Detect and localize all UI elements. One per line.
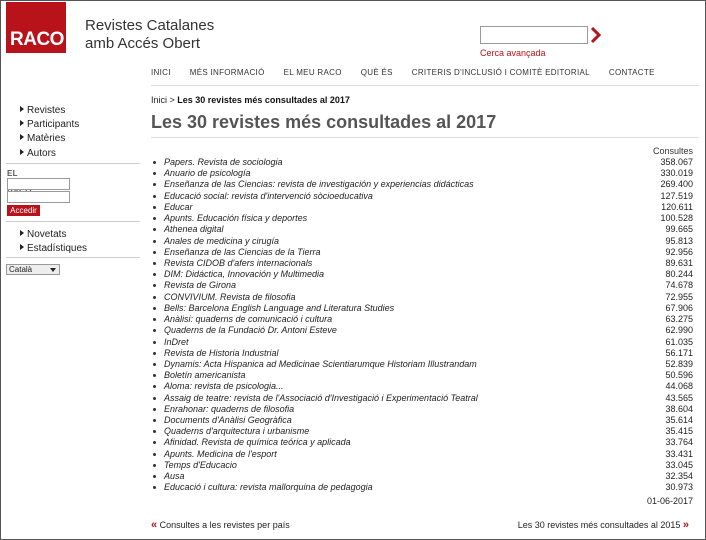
- journal-list: [151, 157, 693, 494]
- topnav-item[interactable]: MÉS INFORMACIÓ: [189, 68, 265, 77]
- prev-page-link[interactable]: [151, 519, 290, 531]
- list-item: [151, 449, 693, 460]
- list-item: [151, 370, 693, 381]
- login-button[interactable]: Accedir: [7, 205, 40, 216]
- journal-name-link[interactable]: Dynamis: Acta Hispanica ad Medicinae Scientiarumque Historiam Illustrandam: [164, 358, 477, 369]
- bullet-icon: [153, 374, 156, 377]
- bullet-icon: [153, 284, 156, 287]
- bullet-icon: [153, 408, 156, 411]
- bullet-icon: [153, 318, 156, 321]
- journal-name-link[interactable]: Anuario de psicología: [164, 168, 251, 179]
- consultes-value: 32.354: [665, 471, 693, 482]
- list-item: [151, 314, 693, 325]
- list-item: [151, 381, 693, 392]
- bullet-icon: [153, 329, 156, 332]
- consultes-value: 30.973: [665, 482, 693, 493]
- consultes-value: 120.611: [661, 201, 693, 212]
- journal-name-link[interactable]: Athenea digital: [164, 224, 224, 235]
- consultes-value: 43.565: [665, 392, 693, 403]
- consultes-value: 33.045: [665, 459, 693, 470]
- top-navigation: [151, 68, 674, 80]
- list-item: [151, 359, 693, 370]
- topnav-divider: [151, 85, 699, 86]
- bullet-icon: [153, 363, 156, 366]
- breadcrumb-current: Les 30 revistes més consultades al 2017: [177, 95, 350, 105]
- topnav-item[interactable]: INICI: [151, 68, 171, 77]
- journal-name-link[interactable]: Anàlisi: quaderns de comunicació i cultura: [164, 314, 333, 325]
- consultes-value: 330.019: [660, 168, 693, 179]
- list-item: [151, 415, 693, 426]
- journal-name-link[interactable]: Afinidad. Revista de química teórica y aplicada: [164, 437, 351, 448]
- list-item: [151, 157, 693, 168]
- sidebar-divider-2: [6, 221, 140, 222]
- journal-name-link[interactable]: InDret: [164, 336, 189, 347]
- bullet-icon: [153, 385, 156, 388]
- consultes-value: 92.956: [665, 246, 693, 257]
- search-chevron-icon[interactable]: [589, 25, 603, 45]
- bullet-icon: [153, 341, 156, 344]
- bullet-icon: [153, 296, 156, 299]
- list-item: [151, 426, 693, 437]
- list-item: [151, 202, 693, 213]
- site-brand: [85, 17, 214, 53]
- consultes-value: 33.431: [665, 448, 693, 459]
- journal-name-link[interactable]: Bells: Barcelona English Language and Literatura Studies: [164, 302, 395, 313]
- journal-name-link[interactable]: Enseñanza de las Ciencias: revista de investigación y experiencias didácticas: [164, 179, 474, 190]
- bullet-icon: [153, 228, 156, 231]
- topnav-item[interactable]: CONTACTE: [608, 68, 655, 77]
- prev-page-label: Consultes a les revistes per país: [159, 520, 290, 530]
- column-header-consultes: Consultes: [652, 146, 693, 156]
- next-page-label: Les 30 revistes més consultades al 2015: [517, 520, 681, 530]
- language-value: Català: [9, 265, 33, 274]
- list-item: [151, 224, 693, 235]
- list-item: [151, 393, 693, 404]
- bullet-icon: [153, 262, 156, 265]
- sidebar-item-novetats[interactable]: Novetats: [20, 229, 66, 240]
- sidebar-item-revistes[interactable]: Revistes: [20, 105, 65, 116]
- sidebar-item-participants[interactable]: Participants: [20, 119, 79, 130]
- list-item: [151, 179, 693, 190]
- page-title: Les 30 revistes més consultades al 2017: [151, 112, 497, 132]
- journal-name-link[interactable]: Revista de Girona: [164, 280, 237, 291]
- bullet-icon: [153, 273, 156, 276]
- consultes-value: 63.275: [665, 314, 693, 325]
- double-chevron-right-icon: »: [682, 519, 689, 531]
- list-item: [151, 269, 693, 280]
- consultes-value: 67.906: [665, 302, 693, 313]
- journal-name-link[interactable]: Papers. Revista de sociologia: [164, 157, 283, 167]
- search-input[interactable]: [480, 26, 588, 44]
- consultes-value: 99.665: [665, 224, 693, 235]
- journal-name-link[interactable]: CONVIVIUM. Revista de filosofia: [164, 291, 296, 302]
- list-item: [151, 337, 693, 348]
- bullet-icon: [153, 183, 156, 186]
- bullet-icon: [153, 161, 156, 164]
- journal-name-link[interactable]: Temps d'Educacio: [164, 459, 237, 470]
- breadcrumb: [151, 95, 350, 105]
- topnav-item[interactable]: EL MEU RACO: [283, 68, 342, 77]
- list-item: [151, 325, 693, 336]
- bullet-icon: [153, 453, 156, 456]
- journal-name-link[interactable]: Ausa: [164, 471, 185, 482]
- bullet-icon: [153, 307, 156, 310]
- consultes-value: 35.614: [665, 415, 693, 426]
- journal-name-link[interactable]: Anales de medicina y cirugía: [164, 235, 280, 246]
- journal-name-link[interactable]: Educar: [164, 201, 193, 212]
- list-item: [151, 213, 693, 224]
- list-item: [151, 404, 693, 415]
- list-item: [151, 168, 693, 179]
- journal-name-link[interactable]: Assaig de teatre: revista de l'Associació d'Investigació i Experimentació Teatral: [164, 392, 478, 403]
- consultes-value: 50.596: [665, 370, 693, 381]
- journal-name-link[interactable]: Revista CIDOB d'afers internacionals: [164, 257, 313, 268]
- raco-logo[interactable]: [6, 2, 66, 53]
- journal-name-link[interactable]: Educació social: revista d'intervenció sòcioeducativa: [164, 190, 373, 201]
- bullet-icon: [153, 352, 156, 355]
- list-item: [151, 191, 693, 202]
- next-page-link[interactable]: [518, 519, 689, 531]
- topnav-item[interactable]: CRITERIS D'INCLUSIÓ I COMITÈ EDITORIAL: [411, 68, 590, 77]
- consultes-value: 80.244: [665, 269, 693, 280]
- journal-name-link[interactable]: Quaderns de la Fundació Dr. Antoni Esteve: [164, 325, 337, 336]
- bullet-icon: [153, 251, 156, 254]
- sidebar-item-estadistiques[interactable]: Estadístiques: [20, 243, 87, 254]
- sidebar-item-materies[interactable]: Matèries: [20, 133, 65, 144]
- list-item: [151, 258, 693, 269]
- list-item: [151, 280, 693, 291]
- brand-line-1: Revistes Catalanes: [85, 17, 215, 34]
- list-item: [151, 437, 693, 448]
- topnav-item[interactable]: QUÈ ÉS: [360, 68, 393, 77]
- logo-text: RACO: [10, 29, 64, 50]
- username-field[interactable]: [7, 178, 70, 190]
- consultes-value: 44.068: [665, 381, 693, 392]
- bullet-icon: [153, 441, 156, 444]
- consultes-value: 38.604: [665, 403, 693, 414]
- consultes-value: 100.528: [660, 213, 693, 224]
- language-select[interactable]: [6, 264, 60, 275]
- journal-name-link[interactable]: Enrahonar: quaderns de filosofia: [164, 403, 295, 414]
- date-stamp: 01-06-2017: [646, 496, 693, 506]
- bullet-icon: [153, 206, 156, 209]
- journal-name-link[interactable]: DIM: Didáctica, Innovación y Multimedia: [164, 269, 325, 280]
- consultes-value: 358.067: [660, 157, 693, 167]
- breadcrumb-home[interactable]: Inici: [151, 95, 168, 105]
- consultes-value: 33.764: [665, 437, 693, 448]
- consultes-value: 127.519: [660, 190, 693, 201]
- bullet-icon: [153, 430, 156, 433]
- sidebar-divider: [6, 163, 140, 164]
- journal-name-link[interactable]: Documents d'Anàlisi Geogràfica: [164, 415, 292, 426]
- journal-name-link[interactable]: Revista de Historia Industrial: [164, 347, 279, 358]
- bullet-icon: [153, 486, 156, 489]
- consultes-value: 52.839: [665, 358, 693, 369]
- bullet-icon: [153, 419, 156, 422]
- password-field[interactable]: [7, 191, 70, 203]
- consultes-value: 56.171: [665, 347, 693, 358]
- bullet-icon: [153, 397, 156, 400]
- sidebar-divider-3: [6, 257, 140, 258]
- bullet-icon: [153, 217, 156, 220]
- bullet-icon: [153, 464, 156, 467]
- journal-name-link[interactable]: Boletín americanista: [164, 370, 246, 381]
- consultes-value: 95.813: [665, 235, 693, 246]
- list-item: [151, 303, 693, 314]
- consultes-value: 74.678: [665, 280, 693, 291]
- double-chevron-left-icon: «: [151, 519, 158, 531]
- bullet-icon: [153, 172, 156, 175]
- list-item: [151, 482, 693, 493]
- sidebar-item-autors[interactable]: Autors: [20, 148, 56, 159]
- consultes-value: 62.990: [665, 325, 693, 336]
- list-item: [151, 292, 693, 303]
- dropdown-arrow-icon: [50, 268, 56, 272]
- list-item: [151, 247, 693, 258]
- consultes-value: 35.415: [665, 426, 693, 437]
- journal-name-link[interactable]: Educació i cultura: revista mallorquina de pedagogia: [164, 482, 373, 493]
- bullet-icon: [153, 240, 156, 243]
- journal-name-link[interactable]: Aloma: revista de psicologia...: [164, 381, 284, 392]
- journal-name-link[interactable]: Apunts. Medicina de l'esport: [164, 448, 277, 459]
- brand-line-2: amb Accés Obert: [85, 35, 201, 52]
- list-item: [151, 460, 693, 471]
- bullet-icon: [153, 475, 156, 478]
- title-divider: [151, 137, 699, 138]
- advanced-search-link[interactable]: Cerca avançada: [480, 48, 546, 58]
- list-item: [151, 236, 693, 247]
- consultes-value: 72.955: [665, 291, 693, 302]
- breadcrumb-separator: >: [167, 95, 178, 105]
- journal-name-link[interactable]: Enseñanza de las Ciencias de la Tierra: [164, 246, 321, 257]
- my-raco-label: EL: [7, 169, 18, 178]
- consultes-value: 61.035: [665, 336, 693, 347]
- journal-name-link[interactable]: Apunts. Educación física y deportes: [164, 213, 308, 224]
- consultes-value: 269.400: [660, 179, 693, 190]
- consultes-value: 89.631: [665, 257, 693, 268]
- list-item: [151, 348, 693, 359]
- list-item: [151, 471, 693, 482]
- bullet-icon: [153, 195, 156, 198]
- journal-name-link[interactable]: Quaderns d'arquitectura i urbanisme: [164, 426, 310, 437]
